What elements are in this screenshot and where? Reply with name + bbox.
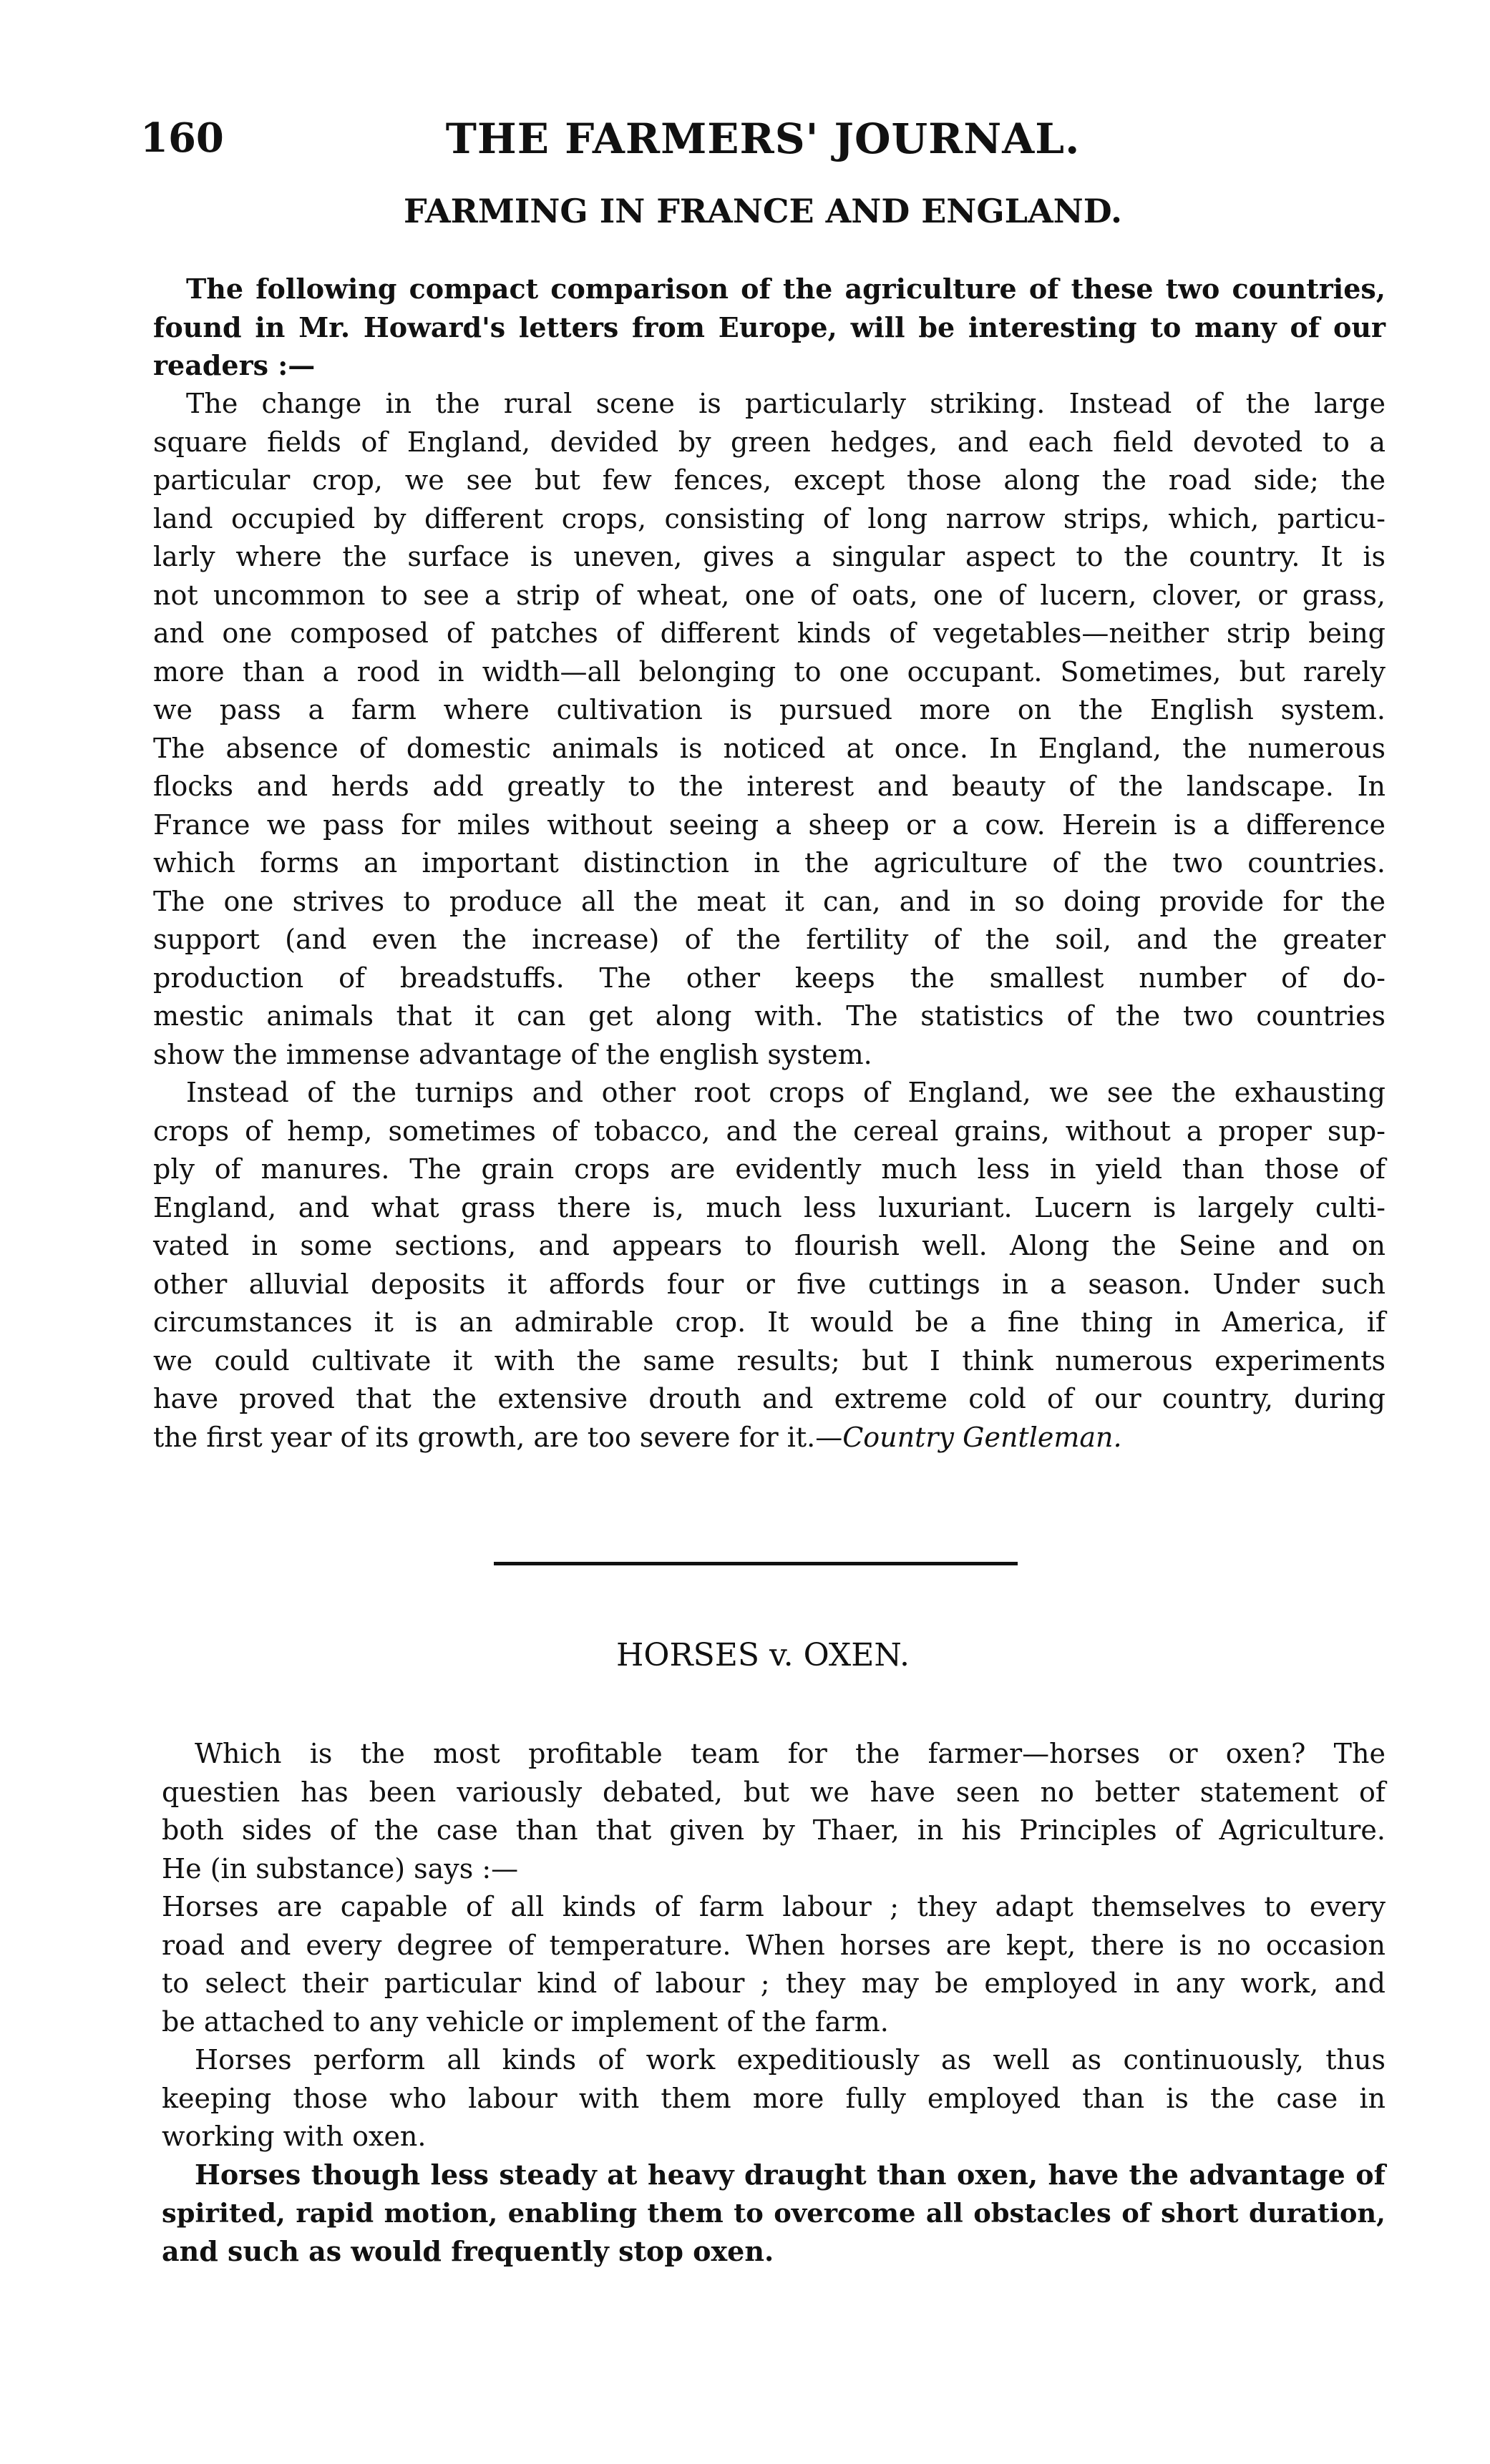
article2-paragraph-4 <box>162 2156 1386 2271</box>
text-line: we pass a farm where cultivation is pursued more on the English system. <box>153 694 1386 725</box>
text-line: be attached to any vehicle or implement of the farm. <box>162 2005 889 2038</box>
text-line: square fields of England, devided by green hedges, and each field devoted to a <box>153 426 1386 458</box>
text-line: Horses though less steady at heavy draught than oxen, have the advantage of <box>195 2159 1386 2191</box>
text-line: other alluvial deposits it affords four or five cuttings in a season. Under such <box>153 1268 1386 1300</box>
article1-paragraph-1 <box>153 270 1386 385</box>
text-line: Which is the most profitable team for the farmer—horses or oxen? The <box>195 1738 1386 1769</box>
text-line: England, and what grass there is, much less luxuriant. Lucern is largely culti- <box>153 1191 1386 1223</box>
article1-paragraph-2 <box>153 385 1386 1074</box>
article2-paragraph-2 <box>162 1888 1386 2041</box>
text-line: questien has been variously debated, but we have seen no better statement of <box>162 1776 1386 1808</box>
journal-title: THE FARMERS' JOURNAL. <box>445 114 1081 163</box>
text-line: The change in the rural scene is particularly striking. Instead of the large <box>186 388 1386 419</box>
text-line: The absence of domestic animals is noticed at once. In England, the numerous <box>153 732 1386 764</box>
text-line: have proved that the extensive drouth and extreme cold of our country, during <box>153 1383 1386 1414</box>
article1-paragraph-3 <box>153 1074 1386 1457</box>
final-sentence: the first year of its growth, are too severe for it.— <box>153 1421 843 1453</box>
text-line: flocks and herds add greatly to the interest and beauty of the landscape. In <box>153 771 1386 802</box>
article-title-farming: FARMING IN FRANCE AND ENGLAND. <box>404 192 1122 230</box>
section-divider <box>494 1562 1018 1565</box>
text-line: found in Mr. Howard's letters from Europe, will be interesting to many of our <box>153 311 1386 343</box>
text-line: larly where the surface is uneven, gives a singular aspect to the country. It is <box>153 541 1386 572</box>
text-line: and such as would frequently stop oxen. <box>162 2235 774 2267</box>
text-line: The following compact comparison of the agriculture of these two countries, <box>186 273 1386 305</box>
text-line: Horses perform all kinds of work expeditiously as well as continuously, thus <box>195 2044 1386 2076</box>
text-line: France we pass for miles without seeing a sheep or a cow. Herein is a difference <box>153 808 1386 841</box>
text-line: circumstances it is an admirable crop. It would be a fine thing in America, if <box>153 1306 1386 1338</box>
text-line: we could cultivate it with the same results; but I think numerous experiments <box>153 1344 1386 1377</box>
text-line: mestic animals that it can get along with. The statistics of the two countries <box>153 1000 1386 1032</box>
text-line: not uncommon to see a strip of wheat, one of oats, one of lucern, clover, or grass, <box>153 579 1386 611</box>
page-number: 160 <box>140 114 224 162</box>
text-line: The one strives to produce all the meat it can, and in so doing provide for the <box>153 885 1386 917</box>
text-line: vated in some sections, and appears to flourish well. Along the Seine and on <box>153 1230 1386 1261</box>
text-line: more than a rood in width—all belonging to one occupant. Sometimes, but rarely <box>153 655 1386 688</box>
text-line-with-source <box>153 1419 1386 1457</box>
text-line: ply of manures. The grain crops are evidently much less in yield than those of <box>153 1153 1386 1185</box>
article2-paragraph-3 <box>162 2041 1386 2156</box>
text-line: keeping those who labour with them more fully employed than is the case in <box>162 2082 1386 2114</box>
text-line: Horses are capable of all kinds of farm labour ; they adapt themselves to every <box>162 1891 1386 1922</box>
text-line: show the immense advantage of the english system. <box>153 1038 872 1070</box>
article2-paragraph-1 <box>162 1735 1386 1888</box>
text-line: land occupied by different crops, consisting of long narrow strips, which, particu- <box>153 502 1386 534</box>
text-line: spirited, rapid motion, enabling them to overcome all obstacles of short duration, <box>162 2196 1386 2229</box>
text-line: to select their particular kind of labour ; they may be employed in any work, and <box>162 1967 1386 1999</box>
text-line: road and every degree of temperature. When horses are kept, there is no occasion <box>162 1929 1386 1961</box>
text-line: particular crop, we see but few fences, except those along the road side; the <box>153 464 1386 496</box>
text-line: production of breadstuffs. The other keeps the smallest number of do- <box>153 962 1386 994</box>
text-line: and one composed of patches of different kinds of vegetables—neither strip being <box>153 617 1386 649</box>
text-line: both sides of the case than that given by Thaer, in his Principles of Agriculture. <box>162 1814 1386 1846</box>
text-line: support (and even the increase) of the fertility of the soil, and the greater <box>153 924 1386 955</box>
text-line: which forms an important distinction in the agriculture of the two countries. <box>153 847 1386 879</box>
text-line: He (in substance) says :— <box>162 1852 519 1884</box>
page-header <box>140 114 1386 172</box>
source-credit: Country Gentleman. <box>842 1421 1122 1453</box>
text-line: readers :— <box>153 349 316 381</box>
text-line: Instead of the turnips and other root crops of England, we see the exhausting <box>186 1077 1386 1108</box>
text-line: working with oxen. <box>162 2121 427 2152</box>
article-title-horses-oxen: HORSES v. OXEN. <box>616 1637 910 1673</box>
text-line: crops of hemp, sometimes of tobacco, and the cereal grains, without a proper sup- <box>153 1115 1386 1147</box>
